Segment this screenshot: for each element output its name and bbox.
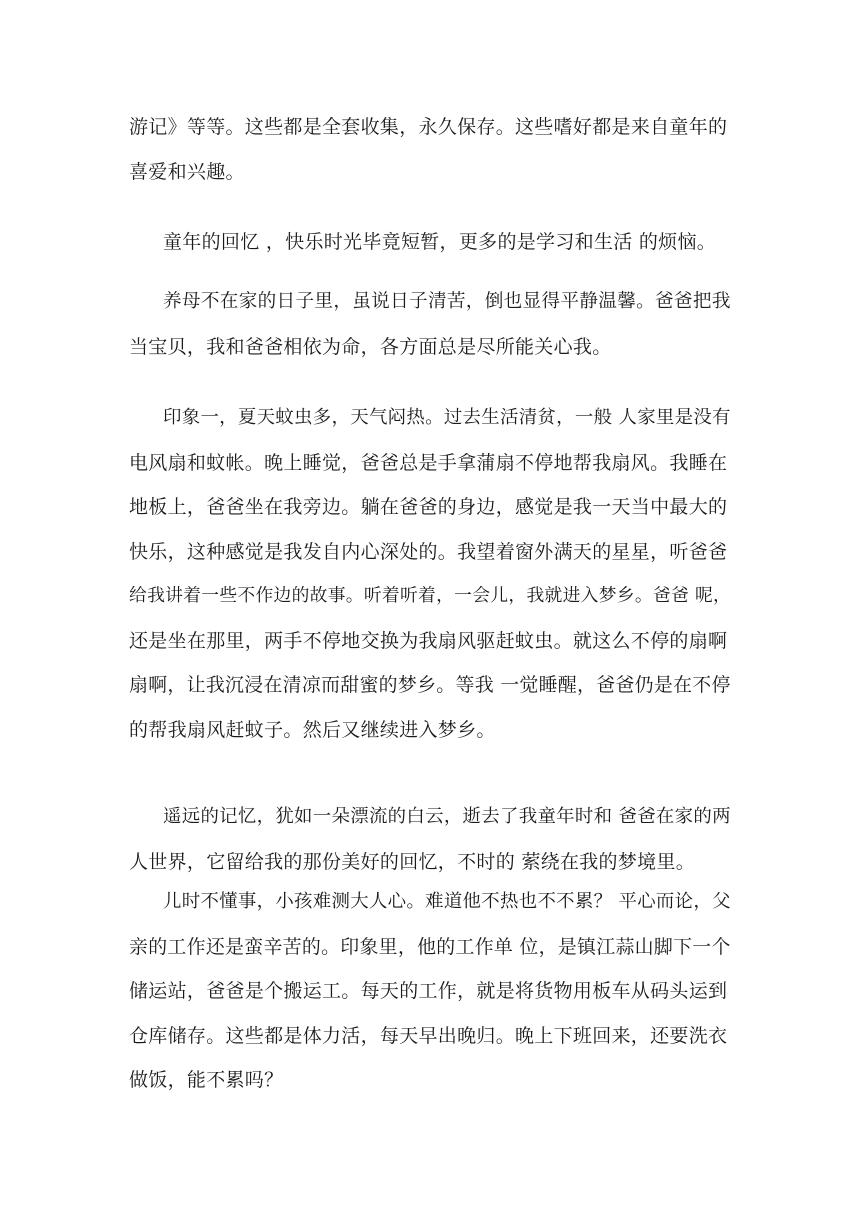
- paragraph-line: 的帮我扇风赶蚊子。然后又继续进入梦乡。: [129, 718, 496, 741]
- paragraph-line: 遥远的记忆，犹如一朵漂流的白云，逝去了我童年时和 爸爸在家的两: [163, 806, 731, 827]
- paragraph-line: 扇啊，让我沉浸在清凉而甜蜜的梦乡。等我 一觉睡醒，爸爸仍是在不停: [129, 674, 731, 696]
- paragraph-4: [129, 396, 731, 752]
- paragraph-2: [129, 220, 731, 265]
- paragraph-line: 亲的工作还是蛮辛苦的。印象里，他的工作单 位，是镇江蒜山脚下一个: [129, 935, 731, 958]
- paragraph-6: [129, 880, 731, 1103]
- paragraph-line: 储运站，爸爸是个搬运工。每天的工作，就是将货物用板车从码头运到: [129, 980, 728, 1002]
- paragraph-line: 仓库储存。这些都是体力活，每天早出晚归。晚上下班回来，还要洗衣: [129, 1024, 728, 1047]
- paragraph-line: 游记》等等。这些都是全套收集，永久保存。这些嗜好都是来自童年的: [129, 116, 728, 138]
- paragraph-line: 做饭，能不累吗？: [129, 1069, 284, 1091]
- paragraph-line: 快乐，这种感觉是我发自内心深处的。我望着窗外满天的星星，听爸爸: [129, 540, 728, 563]
- paragraph-line: 地板上，爸爸坐在我旁边。躺在爸爸的身边，感觉是我一天当中最大的: [129, 496, 728, 518]
- paragraph-line: 儿时不懂事，小孩难测大人心。难道他不热也不不累？ 平心而论，父: [163, 891, 731, 912]
- paragraph-5: [129, 795, 731, 884]
- paragraph-1: [129, 105, 731, 194]
- paragraph-line: 印象一，夏天蚊虫多，天气闷热。过去生活清贫，一般 人家里是没有: [163, 407, 731, 428]
- paragraph-line: 给我讲着一些不作边的故事。听着听着，一会儿，我就进入梦乡。爸爸 呢，: [129, 585, 732, 606]
- paragraph-line: 养母不在家的日子里，虽说日子清苦，倒也显得平静温馨。爸爸把我: [163, 291, 731, 312]
- paragraph-line: 童年的回忆 ，快乐时光毕竟短暂，更多的是学习和生活 的烦恼。: [163, 231, 717, 253]
- paragraph-line: 喜爱和兴趣。: [129, 160, 245, 183]
- paragraph-line: 还是坐在那里，两手不停地交换为我扇风驱赶蚊虫。就这么不停的扇啊: [129, 629, 728, 652]
- paragraph-line: 人世界，它留给我的那份美好的回忆，不时的 萦绕在我的梦境里。: [129, 850, 696, 873]
- paragraph-3: [129, 280, 731, 369]
- paragraph-line: 电风扇和蚊帐。晚上睡觉，爸爸总是手拿蒲扇不停地帮我扇风。我睡在: [129, 451, 728, 474]
- paragraph-line: 当宝贝，我和爸爸相依为命，各方面总是尽所能关心我。: [129, 335, 612, 358]
